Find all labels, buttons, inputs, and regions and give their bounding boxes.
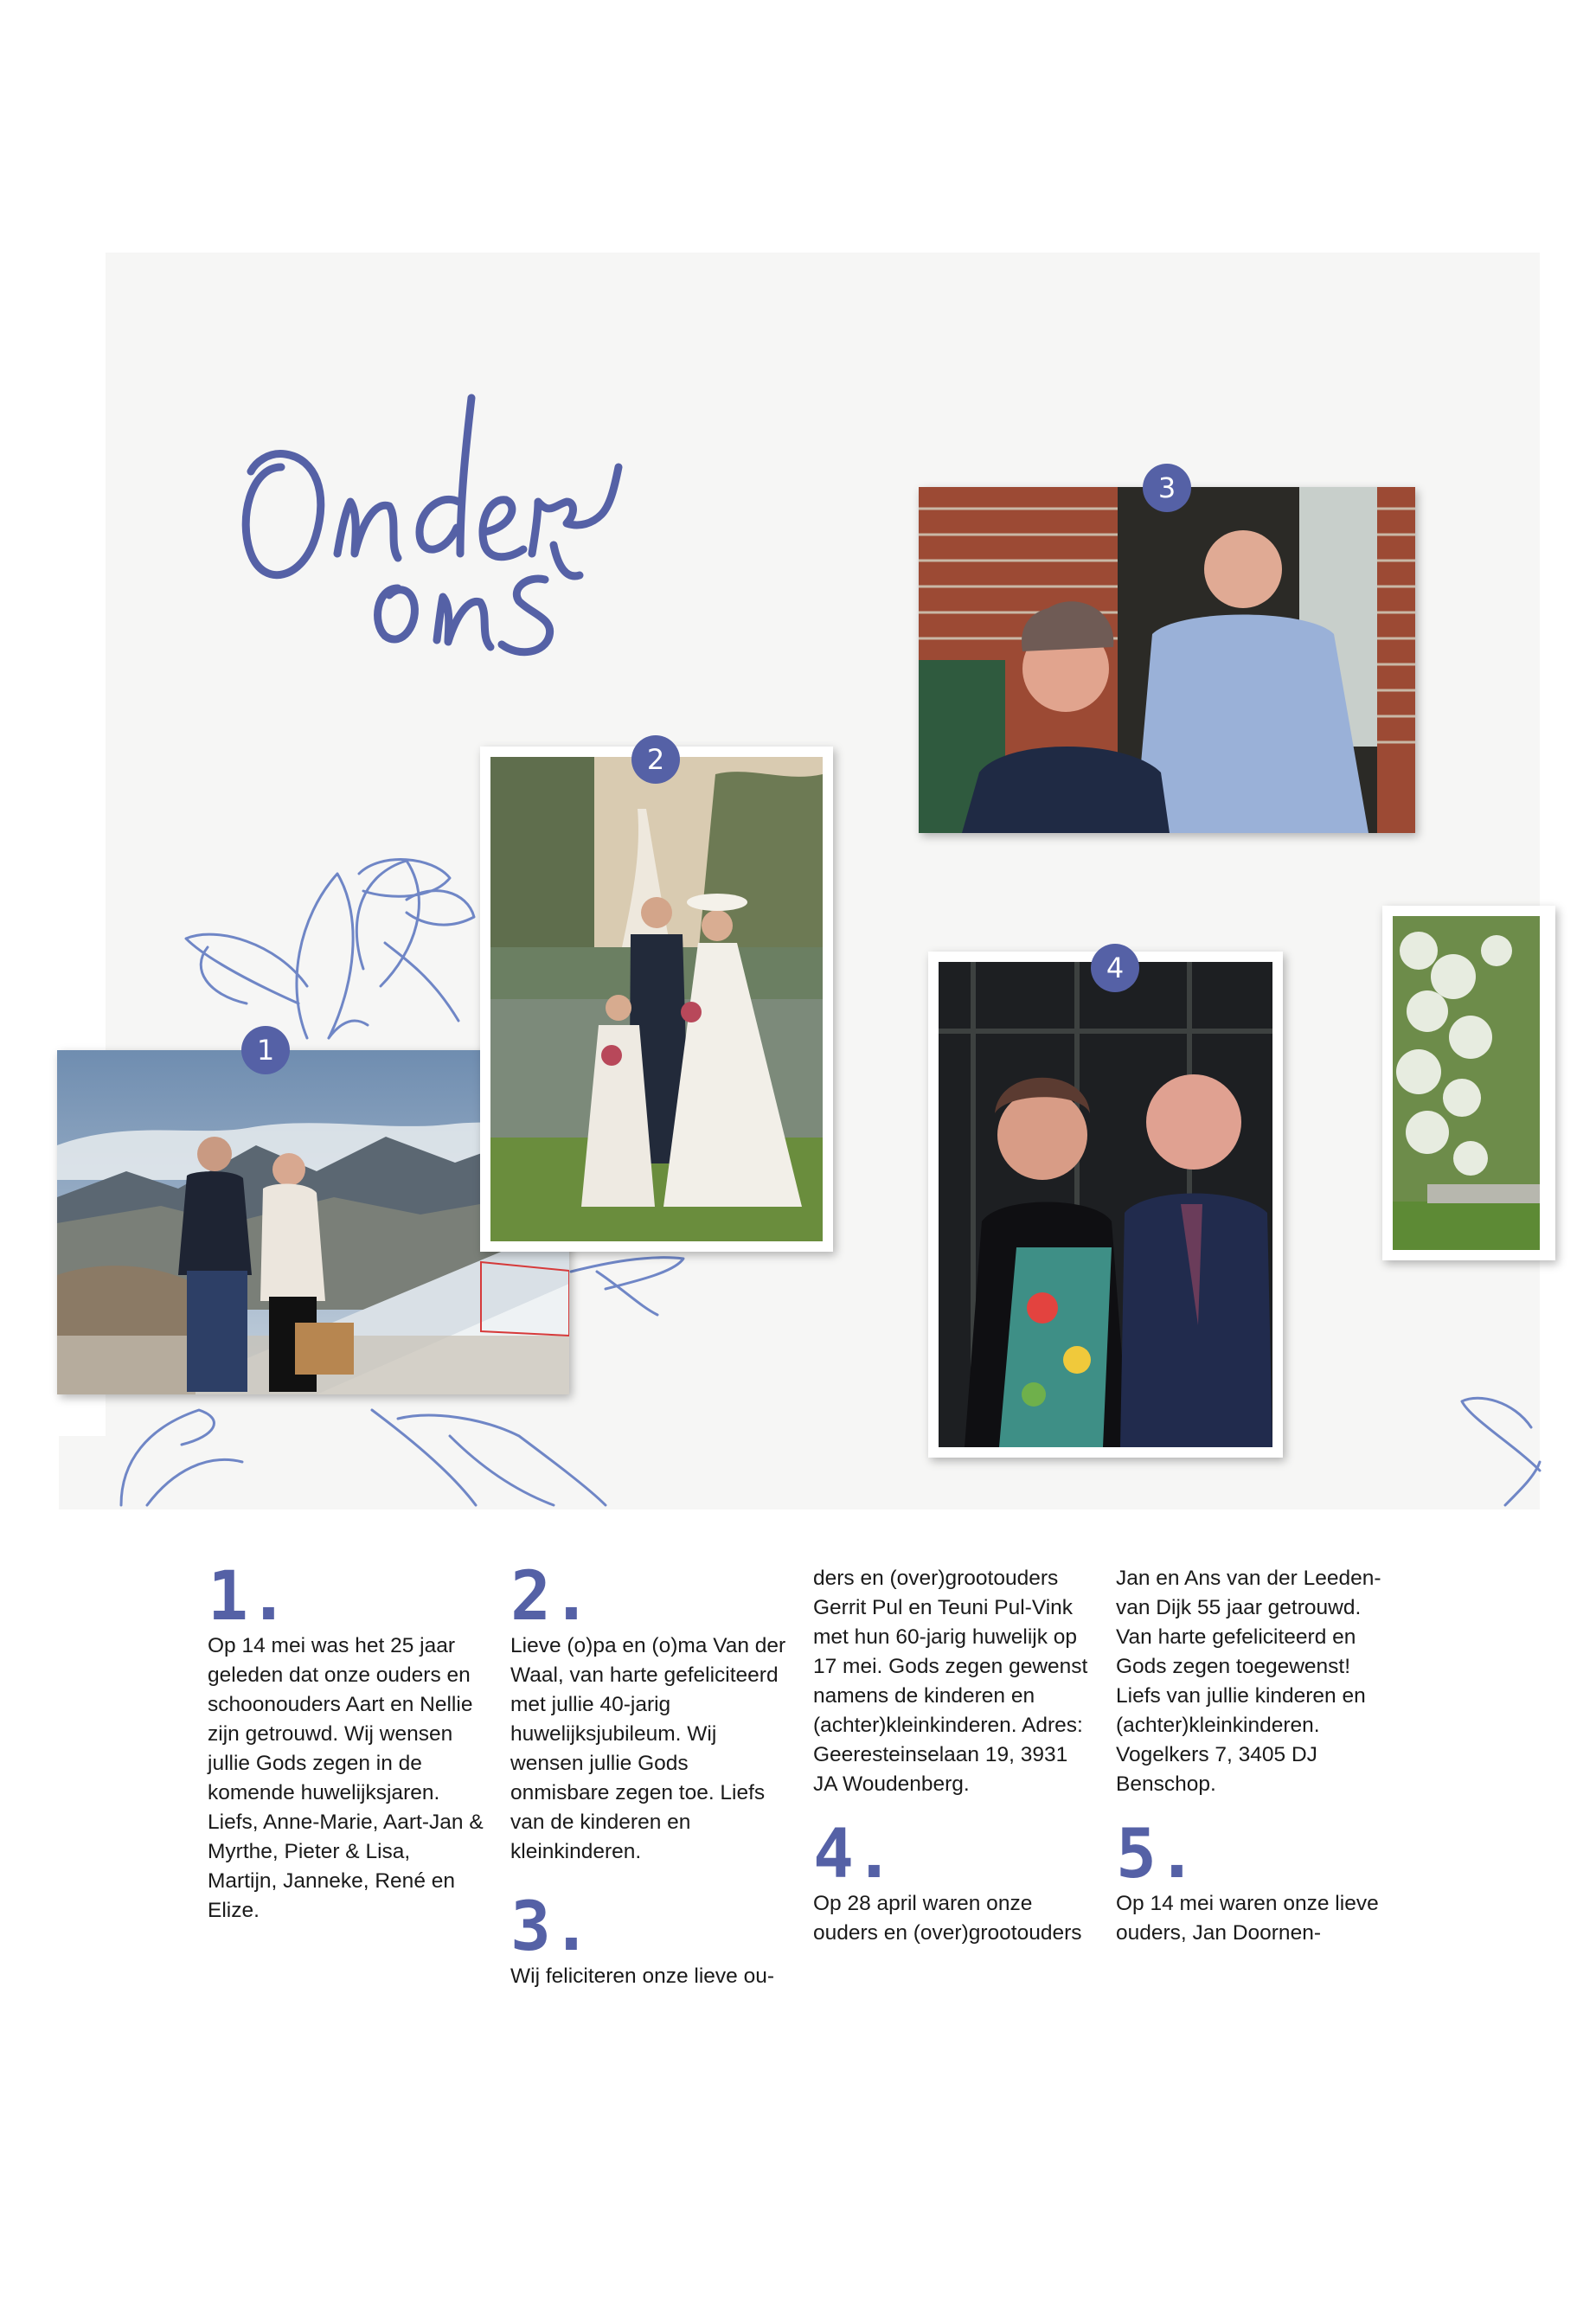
announcement-number-3: 3. (510, 1888, 592, 1966)
announcement-text-4-start: Op 28 april waren onze ouders en (over)grootouders (813, 1892, 1082, 1945)
announcement-number-4: 4. (813, 1816, 894, 1894)
announcement-col-4 (1116, 1564, 1393, 1976)
announcement-number-2: 2. (510, 1558, 592, 1636)
page-title (234, 372, 701, 701)
announcement-col-2 (510, 1558, 787, 2019)
announcement-text-3-end: ders en (over)grootouders Gerrit Pul en Teuni Pul-Vink met hun 60-jarig huwelijk op 17 mei. Gods zegen gewenst namens de kinderen en (achter)kleinkinderen. Adres: Geeresteinselaan 19, 3931 JA Woudenberg. (813, 1567, 1088, 1796)
photo-badge-1: 1 (241, 1026, 290, 1074)
announcement-text-1: Op 14 mei was het 25 jaar geleden dat onze ouders en schoonouders Aart en Nellie zijn getrouwd. Wij wensen jullie Gods zegen in de komende huwelijksjaren. Liefs, Anne-Marie, Aart-Jan & Myrthe, Pieter & Lisa, Martijn, Janneke, René en Elize. (208, 1634, 484, 1922)
photo-2 (480, 747, 833, 1252)
announcement-col-3 (813, 1564, 1090, 1976)
announcement-text-5: Op 14 mei waren onze lieve ouders, Jan Doornen- (1116, 1892, 1379, 1945)
photo-2-image (490, 757, 823, 1241)
announcement-number-5: 5. (1116, 1816, 1197, 1894)
photo-5-image (1393, 916, 1540, 1250)
announcement-text-2: Lieve (o)pa en (o)ma Van der Waal, van harte gefeliciteerd met jullie 40-jarig huwelijksjubileum. Wij wensen jullie Gods onmisbare zegen toe. Liefs van de kinderen en kleinkinderen. (510, 1634, 786, 1863)
photo-4-image (939, 962, 1272, 1447)
photo-5 (1382, 906, 1555, 1260)
announcement-col-1 (208, 1558, 484, 1953)
photo-3-image (919, 487, 1415, 833)
announcement-text-4-end: Jan en Ans van der Leeden-van Dijk 55 jaar getrouwd. Van harte gefeliciteerd en Gods zegen toegewenst! Liefs van jullie kinderen en (achter)kleinkinderen. Vogelkers 7, 3405 DJ Benschop. (1116, 1567, 1381, 1796)
photo-badge-2: 2 (631, 735, 680, 784)
photo-badge-4: 4 (1091, 944, 1139, 992)
announcement-text-3-start: Wij feliciteren onze lieve ou- (510, 1965, 775, 1988)
photo-4 (928, 952, 1283, 1458)
photo-badge-3: 3 (1143, 464, 1191, 512)
photo-3 (919, 487, 1415, 833)
background-panel-strip (59, 1436, 1540, 1509)
announcement-number-1: 1. (208, 1558, 289, 1636)
